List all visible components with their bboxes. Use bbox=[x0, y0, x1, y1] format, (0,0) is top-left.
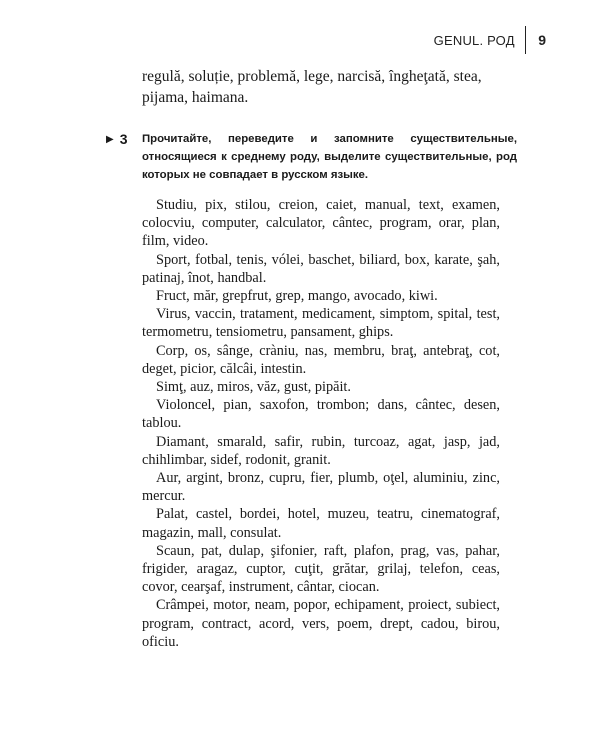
page-number: 9 bbox=[538, 32, 546, 48]
word-group: Aur, argint, bronz, cupru, fier, plumb, oţel, aluminiu, zinc, mercur. bbox=[142, 470, 500, 505]
word-group: Scaun, pat, dulap, şifonier, raft, plafon, prag, vas, pahar, frigider, aragaz, cuptor, cuţit, grătar, grilaj, telefon, ceas, covor, cearşaf, instrument, cântar, ciocan. bbox=[142, 542, 500, 596]
word-group: Fruct, măr, grepfrut, grep, mango, avocado, kiwi. bbox=[156, 288, 438, 305]
word-group: Simţ, auz, miros, văz, gust, pipăit. bbox=[156, 379, 351, 396]
exercise-number: 3 bbox=[119, 131, 128, 147]
header-divider bbox=[525, 26, 527, 54]
word-group: Virus, vaccin, tratament, medicament, simptom, spital, test, termometru, tensiometru, pansament, ghips. bbox=[142, 306, 500, 341]
section-title: GENUL. РОД bbox=[433, 32, 515, 48]
running-header bbox=[434, 26, 546, 54]
intro-text: regulă, soluție, problemă, lege, narcisă, îngheţată, stea, pijama, haimana. bbox=[142, 68, 482, 106]
exercise-marker bbox=[106, 130, 142, 184]
word-group: Palat, castel, bordei, hotel, muzeu, teatru, cinematograf, magazin, mall, consulat. bbox=[142, 506, 500, 541]
word-group: Sport, fotbal, tenis, vólei, baschet, biliard, box, karate, şah, patinaj, înot, handbal. bbox=[142, 251, 500, 286]
word-group: Studiu, pix, stilou, creion, caiet, manual, text, examen, colocviu, computer, calculator, cântec, program, orar, plan, film, video. bbox=[142, 197, 500, 250]
word-list bbox=[142, 196, 500, 651]
word-group: Violoncel, pian, saxofon, trombon; dans, cântec, desen, tablou. bbox=[142, 397, 500, 432]
exercise-instruction: Прочитайте, переведите и запомните существительные, относящиеся к среднему роду, выделите существительные, род которых не совпадает в русском языке. bbox=[142, 133, 517, 181]
triangle-right-icon: ▶ bbox=[106, 134, 114, 145]
exercise-3 bbox=[106, 130, 526, 184]
word-group: Diamant, smarald, safir, rubin, turcoaz, agat, jasp, jad, chihlimbar, sidef, rodonit, granit. bbox=[142, 433, 500, 468]
word-group: Corp, os, sânge, cràniu, nas, membru, braţ, antebraţ, cot, deget, picior, călcâi, intestin. bbox=[142, 342, 500, 377]
word-group: Crâmpei, motor, neam, popor, echipament, proiect, subiect, program, contract, acord, vers, poem, drept, cadou, birou, oficiu. bbox=[142, 597, 500, 650]
